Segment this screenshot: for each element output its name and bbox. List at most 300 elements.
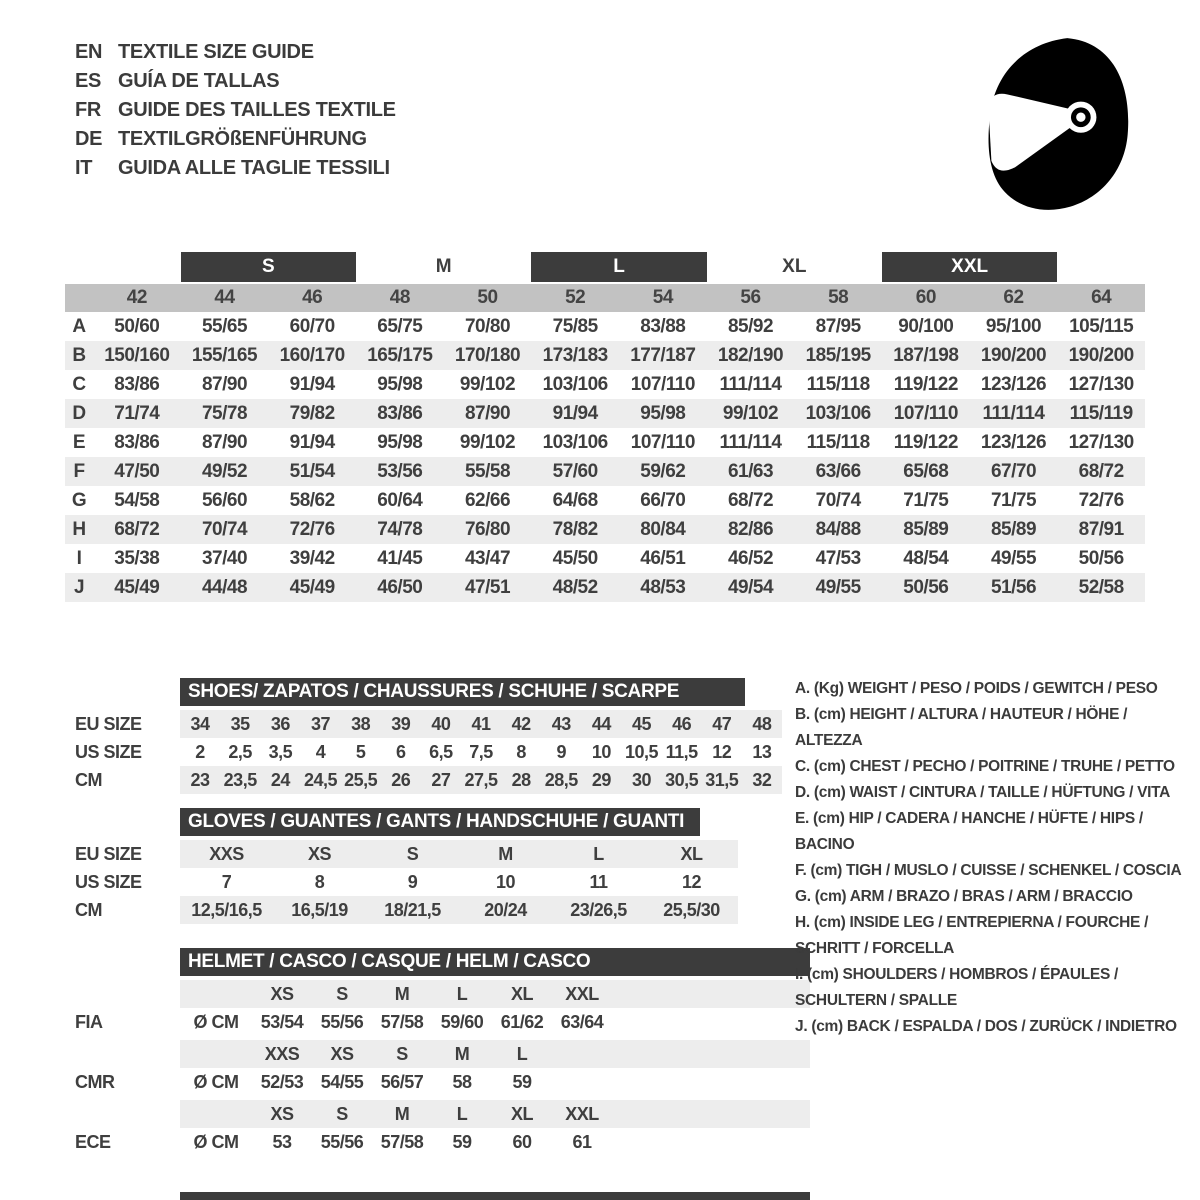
size-value: 12,5/16,5 <box>191 899 262 920</box>
size-value: 60/64 <box>377 489 423 511</box>
size-value: 72/76 <box>1078 489 1124 511</box>
size-value: 48/54 <box>903 547 949 569</box>
size-value: 59/60 <box>440 1011 484 1032</box>
size-value: 173/183 <box>542 344 608 366</box>
standard-label: ECE <box>75 1131 111 1152</box>
size-value: 72/76 <box>289 518 335 540</box>
size-value: XXS <box>209 843 244 864</box>
size-value: 48/53 <box>640 576 686 598</box>
garment-row-f <box>65 457 1145 486</box>
size-value: 65/75 <box>377 315 423 337</box>
size-value: 95/100 <box>985 315 1042 337</box>
size-value: 46/52 <box>727 547 774 569</box>
row-label: US SIZE <box>75 741 142 762</box>
size-value: 51/56 <box>990 576 1037 598</box>
size-value: 9 <box>407 871 418 892</box>
size-value: 48 <box>752 713 772 734</box>
size-value: 67/70 <box>990 460 1037 482</box>
row-label: F <box>73 460 85 482</box>
size-value: 123/126 <box>980 373 1047 395</box>
row-label: I <box>76 547 82 569</box>
language-row <box>75 125 396 154</box>
values-row <box>180 738 782 766</box>
size-value: 3,5 <box>268 741 293 762</box>
size-value: 7 <box>221 871 232 892</box>
size-value: 41 <box>471 713 491 734</box>
racing-helmet-svg <box>975 34 1143 216</box>
size-value: 44/48 <box>201 576 248 598</box>
legend-item: A. (Kg) WEIGHT / PESO / POIDS / GEWITCH / PESO <box>795 680 1158 697</box>
size-value: 87/90 <box>201 431 248 453</box>
size-value: 70/74 <box>815 489 861 511</box>
size-value: 49/55 <box>815 576 861 598</box>
size-value: 111/114 <box>719 431 782 453</box>
row-label: A <box>72 315 86 337</box>
row-label: E <box>72 431 86 453</box>
legend-item: F. (cm) TIGH / MUSLO / CUISSE / SCHENKEL / COSCIA <box>795 862 1182 879</box>
size-value: 115/119 <box>1069 402 1133 424</box>
size-value: 87/95 <box>815 315 861 337</box>
garment-row-e <box>65 428 1145 457</box>
size-value: 75/85 <box>552 315 598 337</box>
size-value: 37/40 <box>201 547 248 569</box>
size-value: 127/130 <box>1068 373 1134 395</box>
size-value: 115/118 <box>806 431 870 453</box>
size-value: 95/98 <box>377 373 423 395</box>
row-label: D <box>72 402 86 424</box>
helmet-section-title: HELMET / CASCO / CASQUE / HELM / CASCO <box>180 948 810 976</box>
numeric-size-strip <box>65 284 1145 312</box>
language-row <box>75 96 396 125</box>
values-row <box>180 1128 810 1156</box>
size-value: 55/58 <box>464 460 511 482</box>
size-value: 2,5 <box>228 741 252 762</box>
numeric-size: 54 <box>652 287 673 308</box>
size-value: L <box>593 843 604 864</box>
size-value: 59/62 <box>640 460 686 482</box>
size-value: 56/60 <box>201 489 248 511</box>
size-value: 11,5 <box>665 741 698 762</box>
size-value: 28 <box>511 769 531 790</box>
legend-item: H. (cm) INSIDE LEG / ENTREPIERNA / FOURCHE / SCHRITT / FORCELLA <box>795 914 1149 957</box>
size-label: L <box>516 1043 528 1064</box>
size-value: 55/56 <box>320 1011 364 1032</box>
helmet-sizes-row-fia <box>180 980 810 1008</box>
size-value: 27,5 <box>464 769 498 790</box>
size-value: 71/75 <box>990 489 1037 511</box>
size-value: 60 <box>512 1131 532 1152</box>
size-value: 45 <box>632 713 652 734</box>
size-value: 99/102 <box>722 402 779 424</box>
helmet-sizes-row-ece <box>180 1100 810 1128</box>
cropped-section-bar <box>180 1192 810 1200</box>
size-value: 7,5 <box>469 741 493 762</box>
legend-item: J. (cm) BACK / ESPALDA / DOS / ZURÜCK / INDIETRO <box>795 1018 1177 1035</box>
size-value: 177/187 <box>630 344 696 366</box>
size-value: 43 <box>551 713 571 734</box>
size-value: 61/62 <box>500 1011 544 1032</box>
size-value: 65/68 <box>903 460 949 482</box>
size-value: 68/72 <box>114 518 160 540</box>
size-value: 10 <box>591 741 611 762</box>
size-value: 105/115 <box>1069 315 1134 337</box>
size-value: 25,5/30 <box>663 899 720 920</box>
size-value: 37 <box>310 713 330 734</box>
size-value: 49/55 <box>990 547 1037 569</box>
size-group-xxl: XXL <box>882 252 1057 282</box>
size-value: XL <box>680 843 703 864</box>
size-value: 85/89 <box>903 518 949 540</box>
size-value: 30 <box>632 769 652 790</box>
measurement-legend <box>795 676 1195 1040</box>
size-value: 39 <box>391 713 411 734</box>
size-value: 30,5 <box>665 769 699 790</box>
language-title-list <box>75 38 396 183</box>
size-label: S <box>396 1043 408 1064</box>
size-value: 32 <box>752 769 772 790</box>
size-value: 53/54 <box>260 1011 304 1032</box>
size-value: 13 <box>752 741 772 762</box>
size-group-l: L <box>531 252 706 282</box>
size-value: 64/68 <box>552 489 598 511</box>
size-value: 119/122 <box>893 373 958 395</box>
size-value: 53 <box>272 1131 292 1152</box>
legend-item: G. (cm) ARM / BRAZO / BRAS / ARM / BRACCIO <box>795 888 1133 905</box>
size-value: 45/49 <box>289 576 335 598</box>
garment-row-h <box>65 515 1145 544</box>
size-value: 45/49 <box>114 576 160 598</box>
size-label: M <box>454 1043 470 1064</box>
size-value: 63/66 <box>815 460 861 482</box>
size-value: 82/86 <box>727 518 774 540</box>
size-value: 47/50 <box>114 460 160 482</box>
row-label: EU SIZE <box>75 843 142 864</box>
size-value: 59 <box>512 1071 532 1092</box>
standard-label: FIA <box>75 1011 103 1032</box>
size-value: 187/198 <box>893 344 959 366</box>
size-value: 127/130 <box>1068 431 1134 453</box>
size-label: XS <box>270 1103 294 1124</box>
size-value: 6 <box>395 741 406 762</box>
size-value: 23/26,5 <box>570 899 627 920</box>
size-value: 10,5 <box>625 741 659 762</box>
numeric-size: 62 <box>1003 287 1024 308</box>
size-label: L <box>456 1103 468 1124</box>
size-value: 24 <box>270 769 290 790</box>
size-label: XXS <box>264 1043 300 1064</box>
size-value: 107/110 <box>630 431 695 453</box>
size-value: 90/100 <box>898 315 954 337</box>
legend-item: C. (cm) CHEST / PECHO / POITRINE / TRUHE / PETTO <box>795 758 1175 775</box>
size-value: 29 <box>591 769 611 790</box>
garment-row-i <box>65 544 1145 573</box>
size-group-m: M <box>435 256 452 277</box>
garment-row-j <box>65 573 1145 602</box>
size-value: 87/90 <box>201 373 248 395</box>
unit-label: Ø CM <box>193 1011 239 1032</box>
size-group-s: S <box>181 252 356 282</box>
size-value: 52/58 <box>1078 576 1124 598</box>
size-value: 52/53 <box>260 1071 304 1092</box>
size-value: 40 <box>431 713 451 734</box>
size-label: S <box>336 1103 348 1124</box>
row-label: US SIZE <box>75 871 142 892</box>
language-code: DE <box>75 128 103 150</box>
size-value: 57/58 <box>380 1131 424 1152</box>
numeric-size: 50 <box>477 287 498 308</box>
size-value: 61/63 <box>727 460 774 482</box>
size-value: 35/38 <box>114 547 160 569</box>
size-value: 182/190 <box>717 344 784 366</box>
size-value: 46/51 <box>640 547 686 569</box>
size-value: 103/106 <box>542 373 608 395</box>
size-value: 50/56 <box>903 576 949 598</box>
size-label: M <box>394 983 410 1004</box>
size-value: 54/58 <box>114 489 160 511</box>
size-value: 49/52 <box>201 460 248 482</box>
size-value: 83/86 <box>114 431 160 453</box>
size-value: 46/50 <box>377 576 423 598</box>
numeric-size: 52 <box>565 287 586 308</box>
unit-label: Ø CM <box>193 1071 239 1092</box>
legend-item: E. (cm) HIP / CADERA / HANCHE / HÜFTE / HIPS / BACINO <box>795 810 1143 853</box>
language-title: GUIDE DES TAILLES TEXTILE <box>118 99 396 121</box>
size-value: 51/54 <box>289 460 335 482</box>
size-value: 12 <box>712 741 732 762</box>
row-label: CM <box>75 769 102 790</box>
size-value: 50/60 <box>114 315 160 337</box>
helmet-sizes-row-cmr <box>180 1040 810 1068</box>
numeric-size: 48 <box>389 287 410 308</box>
size-value: 4 <box>315 741 326 762</box>
size-value: XS <box>307 843 331 864</box>
size-label: XS <box>330 1043 354 1064</box>
size-value: 54/55 <box>320 1071 364 1092</box>
size-value: 63/64 <box>560 1011 604 1032</box>
size-value: 2 <box>195 741 205 762</box>
language-row <box>75 38 396 67</box>
size-value: 43/47 <box>464 547 511 569</box>
row-label: H <box>72 518 86 540</box>
size-value: 91/94 <box>289 431 335 453</box>
size-label: M <box>394 1103 410 1124</box>
row-label: B <box>72 344 86 366</box>
size-value: 160/170 <box>279 344 345 366</box>
size-value: 47/51 <box>464 576 511 598</box>
size-value: 68/72 <box>727 489 774 511</box>
size-value: 85/89 <box>990 518 1037 540</box>
size-value: 115/118 <box>806 373 870 395</box>
size-value: 78/82 <box>552 518 598 540</box>
row-label: EU SIZE <box>75 713 142 734</box>
helmet-value-row-ece <box>65 1128 1145 1156</box>
numeric-size: 60 <box>915 287 936 308</box>
size-label: XL <box>510 983 533 1004</box>
garment-row-a <box>65 312 1145 341</box>
garment-size-table <box>65 252 1145 602</box>
size-value: 34 <box>190 713 210 734</box>
size-value: 6,5 <box>429 741 453 762</box>
size-value: 5 <box>355 741 366 762</box>
size-value: 9 <box>556 741 567 762</box>
size-value: 91/94 <box>552 402 598 424</box>
size-value: S <box>406 843 419 864</box>
shoes-section-title: SHOES/ ZAPATOS / CHAUSSURES / SCHUHE / SCARPE <box>180 678 745 706</box>
size-value: 185/195 <box>805 344 871 366</box>
row-label: G <box>71 489 87 511</box>
size-value: 16,5/19 <box>291 899 348 920</box>
size-value: 71/75 <box>903 489 949 511</box>
language-title: GUÍA DE TALLAS <box>118 70 280 92</box>
size-value: 45/50 <box>552 547 598 569</box>
size-value: 23 <box>190 769 210 790</box>
size-value: 85/92 <box>727 315 774 337</box>
size-value: 57/60 <box>552 460 598 482</box>
numeric-size: 58 <box>828 287 849 308</box>
garment-row-c <box>65 370 1145 399</box>
size-value: 107/110 <box>893 402 958 424</box>
size-label: XXL <box>565 1103 599 1124</box>
size-value: 60/70 <box>289 315 335 337</box>
numeric-size: 42 <box>126 287 147 308</box>
numeric-size: 46 <box>302 287 323 308</box>
size-value: 58 <box>452 1071 472 1092</box>
size-value: 123/126 <box>980 431 1047 453</box>
size-value: 53/56 <box>377 460 423 482</box>
language-code: FR <box>75 99 102 121</box>
garment-row-g <box>65 486 1145 515</box>
size-value: 74/78 <box>377 518 423 540</box>
size-value: 56/57 <box>380 1071 424 1092</box>
legend-item: I. (cm) SHOULDERS / HOMBROS / ÉPAULES / SCHULTERN / SPALLE <box>795 966 1119 1009</box>
size-value: 20/24 <box>484 899 527 920</box>
values-row <box>180 1008 810 1036</box>
size-value: 95/98 <box>640 402 686 424</box>
legend-item: D. (cm) WAIST / CINTURA / TAILLE / HÜFTUNG / VITA <box>795 784 1171 801</box>
size-value: 47/53 <box>815 547 861 569</box>
language-row <box>75 67 396 96</box>
size-value: 58/62 <box>289 489 335 511</box>
size-value: 111/114 <box>982 402 1045 424</box>
size-value: 24,5 <box>303 769 337 790</box>
garment-row-b <box>65 341 1145 370</box>
size-value: 84/88 <box>815 518 861 540</box>
size-value: 10 <box>495 871 516 892</box>
size-value: 55/65 <box>201 315 248 337</box>
language-code: ES <box>75 70 102 92</box>
row-label: CM <box>75 899 102 920</box>
size-value: 76/80 <box>464 518 511 540</box>
size-value: 103/106 <box>542 431 608 453</box>
size-value: 83/86 <box>114 373 160 395</box>
size-value: 91/94 <box>289 373 335 395</box>
size-value: 75/78 <box>201 402 248 424</box>
language-title: GUIDA ALLE TAGLIE TESSILI <box>118 157 390 179</box>
size-value: 70/80 <box>464 315 511 337</box>
size-value: 8 <box>314 871 325 892</box>
size-value: 23,5 <box>223 769 257 790</box>
size-value: 190/200 <box>1068 344 1134 366</box>
size-value: 150/160 <box>104 344 170 366</box>
row-label: C <box>72 373 86 395</box>
size-value: 36 <box>270 713 290 734</box>
size-label: S <box>336 983 348 1004</box>
size-label: XL <box>510 1103 533 1124</box>
size-value: 190/200 <box>980 344 1047 366</box>
size-value: 95/98 <box>377 431 423 453</box>
values-row <box>180 710 782 738</box>
values-row <box>180 840 738 868</box>
size-value: 57/58 <box>380 1011 424 1032</box>
standard-label: CMR <box>75 1071 115 1092</box>
language-row <box>75 154 396 183</box>
size-label: XS <box>270 983 294 1004</box>
size-value: 119/122 <box>893 431 958 453</box>
size-value: 47 <box>712 713 732 734</box>
size-value: 26 <box>391 769 411 790</box>
size-value: 38 <box>351 713 371 734</box>
size-value: 44 <box>591 713 611 734</box>
language-code: EN <box>75 41 103 63</box>
size-value: 31,5 <box>705 769 739 790</box>
size-value: 39/42 <box>289 547 335 569</box>
size-value: 11 <box>589 871 608 892</box>
size-value: 155/165 <box>191 344 258 366</box>
gloves-section-title: GLOVES / GUANTES / GANTS / HANDSCHUHE / GUANTI <box>180 808 700 836</box>
size-value: 170/180 <box>454 344 521 366</box>
language-title: TEXTILE SIZE GUIDE <box>118 41 314 63</box>
size-value: 87/91 <box>1078 518 1124 540</box>
size-label: L <box>456 983 468 1004</box>
size-value: 111/114 <box>719 373 782 395</box>
size-value: 68/72 <box>1078 460 1124 482</box>
size-value: 99/102 <box>459 373 516 395</box>
legend-item: B. (cm) HEIGHT / ALTURA / HAUTEUR / HÖHE / ALTEZZA <box>795 706 1128 749</box>
size-value: 80/84 <box>640 518 686 540</box>
size-group-header <box>65 252 1145 282</box>
size-value: 41/45 <box>377 547 423 569</box>
size-value: 83/88 <box>640 315 686 337</box>
size-value: 107/110 <box>630 373 695 395</box>
helmet-value-row-cmr <box>65 1068 1145 1096</box>
size-group-xl: XL <box>782 256 807 277</box>
size-value: 103/106 <box>805 402 871 424</box>
row-label: J <box>73 576 85 598</box>
language-code: IT <box>75 157 93 179</box>
numeric-size: 56 <box>740 287 761 308</box>
size-value: 99/102 <box>459 431 516 453</box>
size-value: 59 <box>452 1131 472 1152</box>
size-value: 12 <box>681 871 702 892</box>
values-row <box>180 868 738 896</box>
size-value: 25,5 <box>344 769 378 790</box>
size-value: 71/74 <box>114 402 160 424</box>
size-value: 27 <box>431 769 451 790</box>
size-value: 50/56 <box>1078 547 1124 569</box>
numeric-size: 64 <box>1091 287 1112 308</box>
size-value: 46 <box>672 713 692 734</box>
values-row <box>180 896 738 924</box>
language-title: TEXTILGRÖßENFÜHRUNG <box>118 128 367 150</box>
size-value: 165/175 <box>367 344 433 366</box>
size-value: 18/21,5 <box>384 899 441 920</box>
size-value: 66/70 <box>640 489 686 511</box>
size-label: XXL <box>565 983 599 1004</box>
size-value: 8 <box>516 741 526 762</box>
values-row <box>180 766 782 794</box>
size-value: 49/54 <box>727 576 774 598</box>
size-value: 62/66 <box>464 489 511 511</box>
